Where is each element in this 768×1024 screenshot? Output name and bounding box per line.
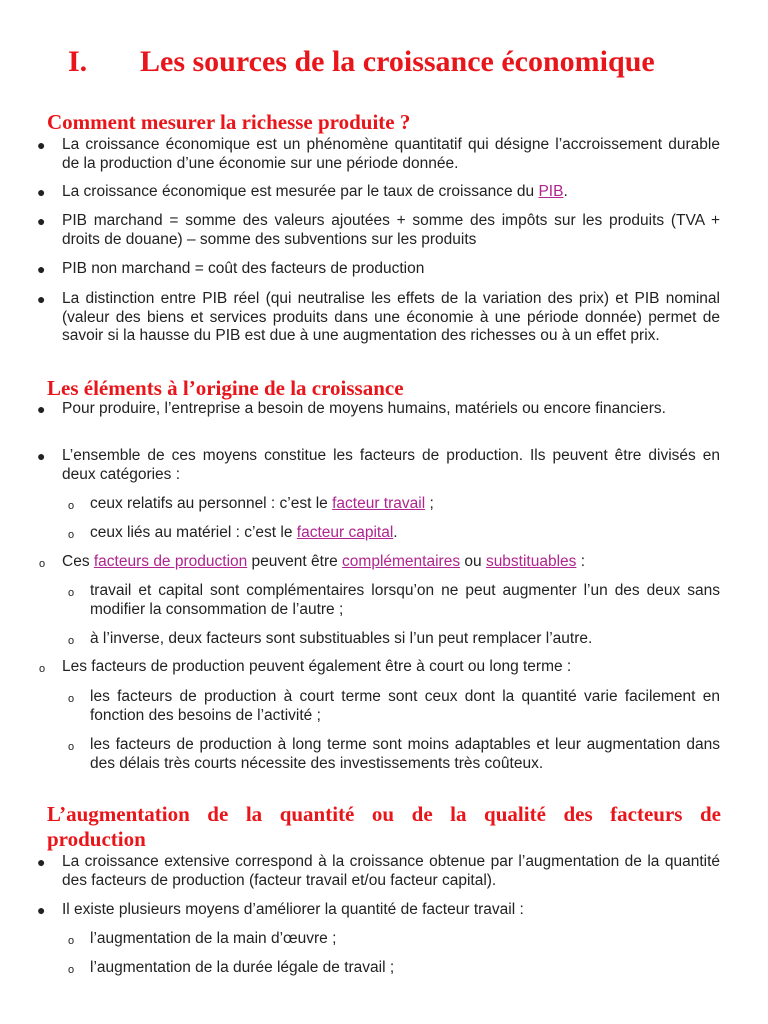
list-item-text: à l’inverse, deux facteurs sont substituables si l’un peut remplacer l’autre. — [90, 630, 593, 647]
list-item-text: La distinction entre PIB réel (qui neutralise les effets de la variation des prix) et PIB nominal (valeur des biens et services produits dans une économie à une période donnée) permet de savoir si la hausse du PIB est due à une augmentation des richesses ou à un effet prix. — [62, 290, 720, 345]
bullet-icon: ● — [37, 213, 46, 229]
text-run: . — [393, 524, 398, 541]
list-item-text: l’augmentation de la main d’œuvre ; — [90, 930, 337, 947]
circle-bullet-icon: o — [68, 587, 75, 599]
section-heading-origins: Les éléments à l’origine de la croissance — [47, 376, 404, 400]
list-item-text — [90, 495, 720, 514]
title-number: I. — [68, 45, 88, 78]
list-item-text: Il existe plusieurs moyens d’améliorer la quantité de facteur travail : — [62, 901, 524, 918]
text-run: peuvent être — [247, 553, 343, 570]
link-facteur-capital[interactable]: facteur capital — [296, 524, 394, 541]
circle-bullet-icon: o — [68, 741, 75, 753]
text-run: ou — [460, 553, 486, 570]
section-heading-measure: Comment mesurer la richesse produite ? — [47, 110, 411, 134]
link-pib[interactable]: PIB — [538, 183, 564, 200]
title-text: Les sources de la croissance économique — [140, 45, 655, 78]
page-title — [68, 42, 748, 82]
circle-bullet-icon: o — [68, 693, 75, 705]
list-item-text: L’ensemble de ces moyens constitue les facteurs de production. Ils peuvent être divisés en deux catégories : — [62, 447, 720, 483]
link-facteur-travail[interactable]: facteur travail — [332, 495, 426, 512]
list-item-text: PIB marchand = somme des valeurs ajoutées + somme des impôts sur les produits (TVA + droits de douane) – somme des subventions sur les produits — [62, 212, 720, 248]
list-item-text — [62, 183, 720, 202]
text-run: . — [563, 183, 568, 200]
circle-bullet-icon: o — [68, 529, 75, 541]
list-item-text: les facteurs de production à long terme sont moins adaptables et leur augmentation dans des délais très courts nécessite des investissements très coûteux. — [90, 736, 720, 772]
bullet-icon: ● — [37, 137, 46, 153]
bullet-icon: ● — [37, 184, 46, 200]
text-run: ceux relatifs au personnel : c’est le — [90, 495, 333, 512]
list-item-text: La croissance extensive correspond à la croissance obtenue par l’augmentation de la quantité des facteurs de production (facteur travail et/ou facteur capital). — [62, 853, 720, 889]
list-item-text: La croissance économique est un phénomène quantitatif qui désigne l’accroissement durable de la production d’une économie sur une période donnée. — [62, 136, 720, 172]
link-complementaires[interactable]: complémentaires — [342, 553, 461, 570]
list-item-text: les facteurs de production à court terme sont ceux dont la quantité varie facilement en fonction des besoins de l’activité ; — [90, 688, 720, 724]
circle-bullet-icon: o — [68, 500, 75, 512]
bullet-icon: ● — [37, 854, 46, 870]
list-item-text — [62, 553, 720, 572]
list-item-text: l’augmentation de la durée légale de travail ; — [90, 959, 395, 976]
circle-bullet-icon: o — [68, 964, 75, 976]
bullet-icon: ● — [37, 291, 46, 307]
circle-bullet-icon: o — [68, 635, 75, 647]
list-item-text: PIB non marchand = coût des facteurs de production — [62, 260, 425, 277]
bullet-icon: ● — [37, 902, 46, 918]
list-item-text: Les facteurs de production peuvent également être à court ou long terme : — [62, 658, 572, 675]
section-heading-line: production — [47, 827, 146, 851]
bullet-icon: ● — [37, 401, 46, 417]
circle-bullet-icon: o — [39, 558, 46, 570]
list-item-text — [90, 524, 720, 543]
list-item-text: Pour produire, l’entreprise a besoin de moyens humains, matériels ou encore financiers. — [62, 400, 666, 417]
bullet-icon: ● — [37, 261, 46, 277]
text-run: ; — [425, 495, 434, 512]
text-run: Ces — [62, 553, 94, 570]
section-heading-line: L’augmentation de la quantité ou de la qualité des facteurs de — [47, 802, 721, 826]
circle-bullet-icon: o — [39, 663, 46, 675]
text-run: : — [576, 553, 586, 570]
text-run: ceux liés au matériel : c’est le — [90, 524, 297, 541]
bullet-icon: ● — [37, 448, 46, 464]
text-run: La croissance économique est mesurée par le taux de croissance du — [62, 183, 539, 200]
circle-bullet-icon: o — [68, 935, 75, 947]
list-item-text: travail et capital sont complémentaires lorsqu’on ne peut augmenter l’un des deux sans modifier la consommation de l’autre ; — [90, 582, 720, 618]
section-heading-quantity-quality — [47, 802, 721, 852]
link-substituables[interactable]: substituables — [485, 553, 577, 570]
link-facteurs-de-production[interactable]: facteurs de production — [93, 553, 248, 570]
